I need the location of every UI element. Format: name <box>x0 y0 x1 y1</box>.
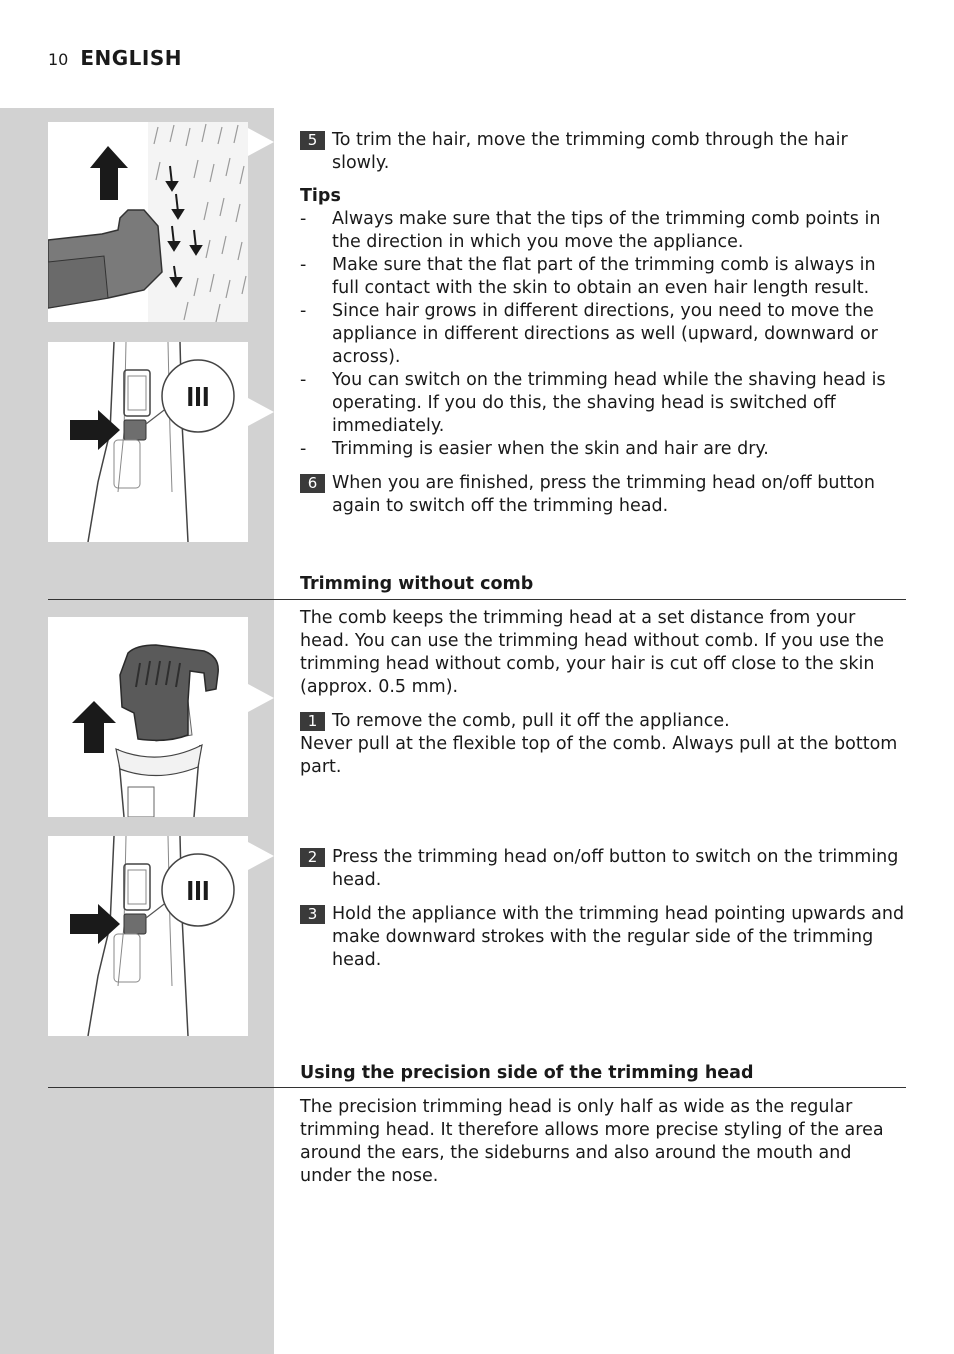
step-3 <box>300 903 906 972</box>
trimming-without-comb-intro <box>300 607 906 779</box>
section-divider <box>48 1087 906 1088</box>
step-text: Press the trimming head on/off button to switch on the trimming head. <box>332 847 899 890</box>
step-number-badge: 1 <box>300 712 325 731</box>
button-press-figure <box>48 342 248 542</box>
step-1 <box>300 710 906 733</box>
figure-pointer <box>248 684 274 712</box>
page-header <box>48 46 182 70</box>
step-number-badge: 6 <box>300 474 325 493</box>
trimming-button-press-icon <box>48 836 248 1036</box>
trimming-instructions <box>300 129 906 518</box>
remove-comb-icon <box>48 617 248 817</box>
tip-item: - Make sure that the flat part of the trimming comb is always in full contact with the skin to obtain an even hair length result. <box>300 255 876 298</box>
step-text: To trim the hair, move the trimming comb through the hair slowly. <box>332 130 848 173</box>
tip-item: - Since hair grows in different directions, you need to move the appliance in different directions as well (upward, downward or across). <box>300 301 878 367</box>
section-title-trimming-without-comb: Trimming without comb <box>300 574 534 594</box>
step-5 <box>300 129 906 175</box>
tip-item: - You can switch on the trimming head while the shaving head is operating. If you do this, the shaving head is switched off immediately. <box>300 370 886 436</box>
trimming-button-press-icon <box>48 342 248 542</box>
step-6 <box>300 472 906 518</box>
figure-pointer <box>248 398 274 426</box>
page-number: 10 <box>48 50 69 69</box>
section-divider <box>48 599 906 600</box>
step-2 <box>300 846 906 892</box>
remove-comb-figure <box>48 617 248 817</box>
tip-item: - Trimming is easier when the skin and hair are dry. <box>300 439 769 459</box>
svg-text:III: III <box>186 875 210 906</box>
section-intro: The comb keeps the trimming head at a set distance from your head. You can use the trimming head without comb. If you use the trimming head without comb, your hair is cut off close to the skin (approx. 0.5 mm). <box>300 608 885 697</box>
step-note: Never pull at the flexible top of the comb. Always pull at the bottom part. <box>300 734 898 777</box>
trimming-without-comb-steps <box>300 846 906 972</box>
tip-item: - Always make sure that the tips of the trimming comb points in the direction in which you move the appliance. <box>300 209 881 252</box>
section-title-precision-side: Using the precision side of the trimming head <box>300 1063 754 1083</box>
trim-hair-figure <box>48 122 248 322</box>
trim-hair-upward-icon <box>48 122 248 322</box>
svg-text:III: III <box>186 381 210 412</box>
figure-pointer <box>248 128 274 156</box>
step-text: Hold the appliance with the trimming head pointing upwards and make downward strokes with the regular side of the trimming head. <box>332 904 905 970</box>
step-text: To remove the comb, pull it off the appliance. <box>332 711 730 731</box>
section-intro: The precision trimming head is only half as wide as the regular trimming head. It therefore allows more precise styling of the area around the ears, the sideburns and also around the mouth and under the nose. <box>300 1097 884 1186</box>
step-number-badge: 5 <box>300 131 325 150</box>
step-text: When you are finished, press the trimming head on/off button again to switch off the trimming head. <box>332 473 875 516</box>
figure-pointer <box>248 842 274 870</box>
language-heading: ENGLISH <box>80 46 183 70</box>
step-number-badge: 3 <box>300 905 325 924</box>
button-press-figure <box>48 836 248 1036</box>
precision-side-intro <box>300 1096 906 1188</box>
step-number-badge: 2 <box>300 848 325 867</box>
tips-heading: Tips <box>300 186 341 206</box>
